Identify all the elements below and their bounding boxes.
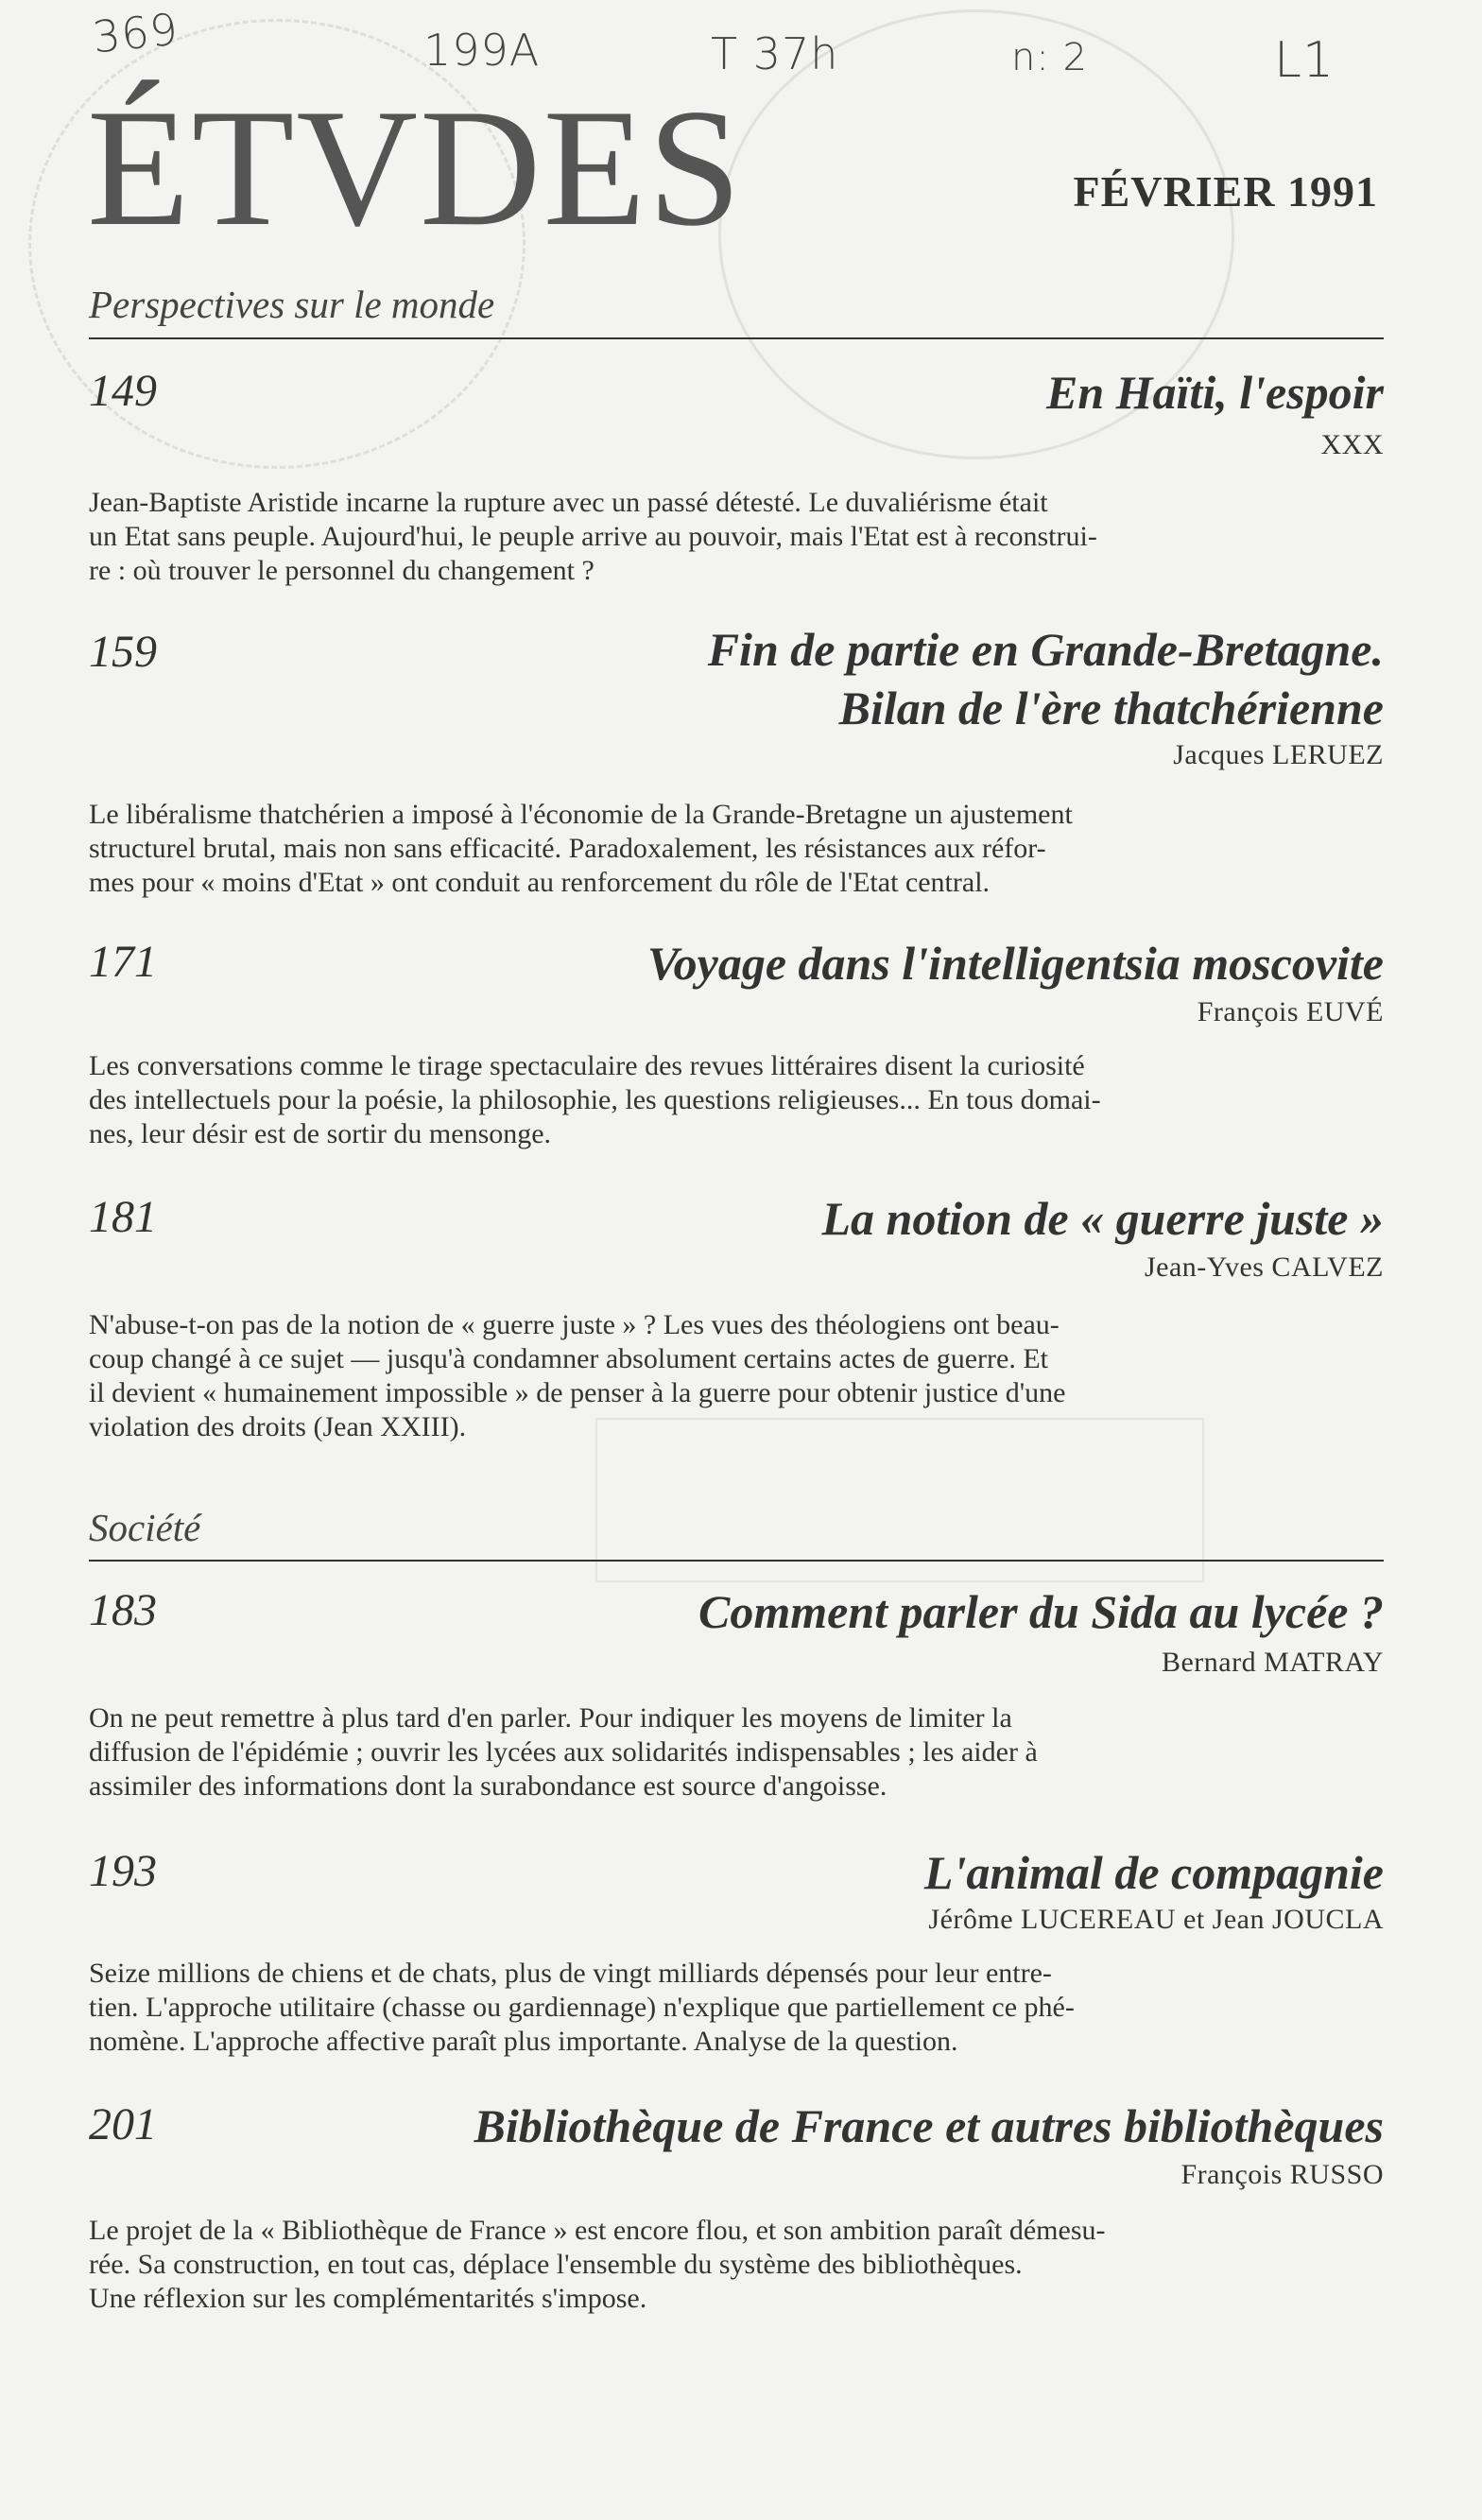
entry-title-line: Bibliothèque de France et autres bibliothèques	[474, 2099, 1384, 2152]
entry-title	[1046, 363, 1384, 422]
abstract-line: N'abuse-t-on pas de la notion de « guerre juste » ? Les vues des théologiens ont beau-	[89, 1309, 1060, 1340]
abstract-line: coup changé à ce sujet — jusqu'à condamner absolument certains actes de guerre. Et	[89, 1343, 1049, 1374]
abstract-line: rée. Sa construction, en tout cas, déplace l'ensemble du système des bibliothèques.	[89, 2249, 1023, 2280]
abstract-line: Le libéralisme thatchérien a imposé à l'économie de la Grande-Bretagne un ajustement	[89, 799, 1073, 830]
entry-page-number: 171	[89, 937, 157, 987]
entry-title-line: La notion de « guerre juste »	[821, 1192, 1384, 1245]
abstract-line: il devient « humainement impossible » de penser à la guerre pour obtenir justice d'une	[89, 1377, 1066, 1408]
abstract-line: mes pour « moins d'Etat » ont conduit au renforcement du rôle de l'Etat central.	[89, 867, 991, 898]
entry-page-number: 183	[89, 1585, 157, 1635]
abstract-line: Les conversations comme le tirage spectaculaire des revues littéraires disent la curiosité	[89, 1050, 1085, 1081]
entry-title-line: L'animal de compagnie	[923, 1846, 1384, 1899]
handwritten-annotation-t37h: T 37h	[711, 28, 839, 79]
entry-author: Jacques LERUEZ	[1173, 739, 1384, 770]
section-title-perspectives: Perspectives sur le monde	[89, 283, 495, 326]
abstract-line: Le projet de la « Bibliothèque de France » est encore flou, et son ambition paraît démesu-	[89, 2215, 1106, 2246]
entry-author: XXX	[1320, 429, 1384, 460]
entry-title	[698, 1582, 1384, 1641]
abstract-line: nomène. L'approche affective paraît plus importante. Analyse de la question.	[89, 2026, 958, 2057]
entry-author: Jérôme LUCEREAU et Jean JOUCLA	[928, 1904, 1384, 1935]
handwritten-annotation-369: 369	[90, 3, 181, 63]
entry-title	[822, 1189, 1384, 1248]
abstract-line: tien. L'approche utilitaire (chasse ou gardiennage) n'explique que partiellement ce phé-	[89, 1992, 1075, 2023]
entry-title-line: Bilan de l'ère thatchérienne	[838, 682, 1384, 734]
entry-title-line: En Haïti, l'espoir	[1045, 366, 1384, 419]
section-rule	[89, 1560, 1384, 1562]
abstract-line: re : où trouver le personnel du changement ?	[89, 555, 595, 586]
entry-abstract	[89, 486, 1251, 588]
entry-title	[924, 1843, 1384, 1902]
abstract-line: Jean-Baptiste Aristide incarne la rupture avec un passé détesté. Le duvaliérisme était	[89, 487, 1048, 518]
entry-page-number: 159	[89, 627, 157, 677]
handwritten-annotation-l1: L1	[1274, 32, 1336, 89]
entry-abstract	[89, 798, 1251, 900]
section-title-societe: Société	[89, 1506, 201, 1549]
entry-page-number: 201	[89, 2099, 157, 2149]
entry-title	[647, 934, 1384, 992]
entry-title-line: Comment parler du Sida au lycée ?	[698, 1585, 1384, 1638]
handwritten-annotation-199a: 199A	[423, 25, 541, 76]
issue-date: FÉVRIER 1991	[1073, 167, 1378, 216]
entry-abstract	[89, 2214, 1251, 2316]
entry-abstract	[89, 1308, 1251, 1444]
abstract-line: Seize millions de chiens et de chats, plus de vingt milliards dépensés pour leur entre-	[89, 1958, 1052, 1989]
entry-page-number: 149	[89, 366, 157, 416]
abstract-line: un Etat sans peuple. Aujourd'hui, le peuple arrive au pouvoir, mais l'Etat est à reconstrui-	[89, 521, 1097, 552]
entry-author: François EUVÉ	[1197, 996, 1384, 1027]
entry-author: Jean-Yves CALVEZ	[1144, 1251, 1384, 1283]
entry-title	[708, 620, 1384, 737]
journal-masthead: ÉTVDES	[87, 74, 744, 261]
abstract-line: structurel brutal, mais non sans efficacité. Paradoxalement, les résistances aux réfor-	[89, 833, 1046, 864]
entry-abstract	[89, 1701, 1251, 1804]
abstract-line: On ne peut remettre à plus tard d'en parler. Pour indiquer les moyens de limiter la	[89, 1702, 1012, 1734]
abstract-line: nes, leur désir est de sortir du mensonge.	[89, 1118, 552, 1149]
abstract-line: violation des droits (Jean XXIII).	[89, 1411, 467, 1442]
entry-title	[474, 2097, 1384, 2155]
abstract-line: assimiler des informations dont la surabondance est source d'angoisse.	[89, 1770, 887, 1802]
entry-title-line: Voyage dans l'intelligentsia moscovite	[646, 937, 1384, 990]
handwritten-annotation-n2: n: 2	[1011, 36, 1088, 79]
entry-author: Bernard MATRAY	[1161, 1647, 1384, 1678]
entry-author: François RUSSO	[1180, 2159, 1384, 2190]
entry-page-number: 181	[89, 1192, 157, 1242]
abstract-line: Une réflexion sur les complémentarités s'impose.	[89, 2283, 647, 2314]
section-rule	[89, 337, 1384, 339]
abstract-line: diffusion de l'épidémie ; ouvrir les lycées aux solidarités indispensables ; les aider à	[89, 1736, 1038, 1768]
entry-page-number: 193	[89, 1846, 157, 1896]
entry-title-line: Fin de partie en Grande-Bretagne.	[707, 623, 1384, 676]
abstract-line: des intellectuels pour la poésie, la philosophie, les questions religieuses... En tous domai-	[89, 1084, 1101, 1115]
entry-abstract	[89, 1957, 1251, 2059]
entry-abstract	[89, 1049, 1251, 1151]
